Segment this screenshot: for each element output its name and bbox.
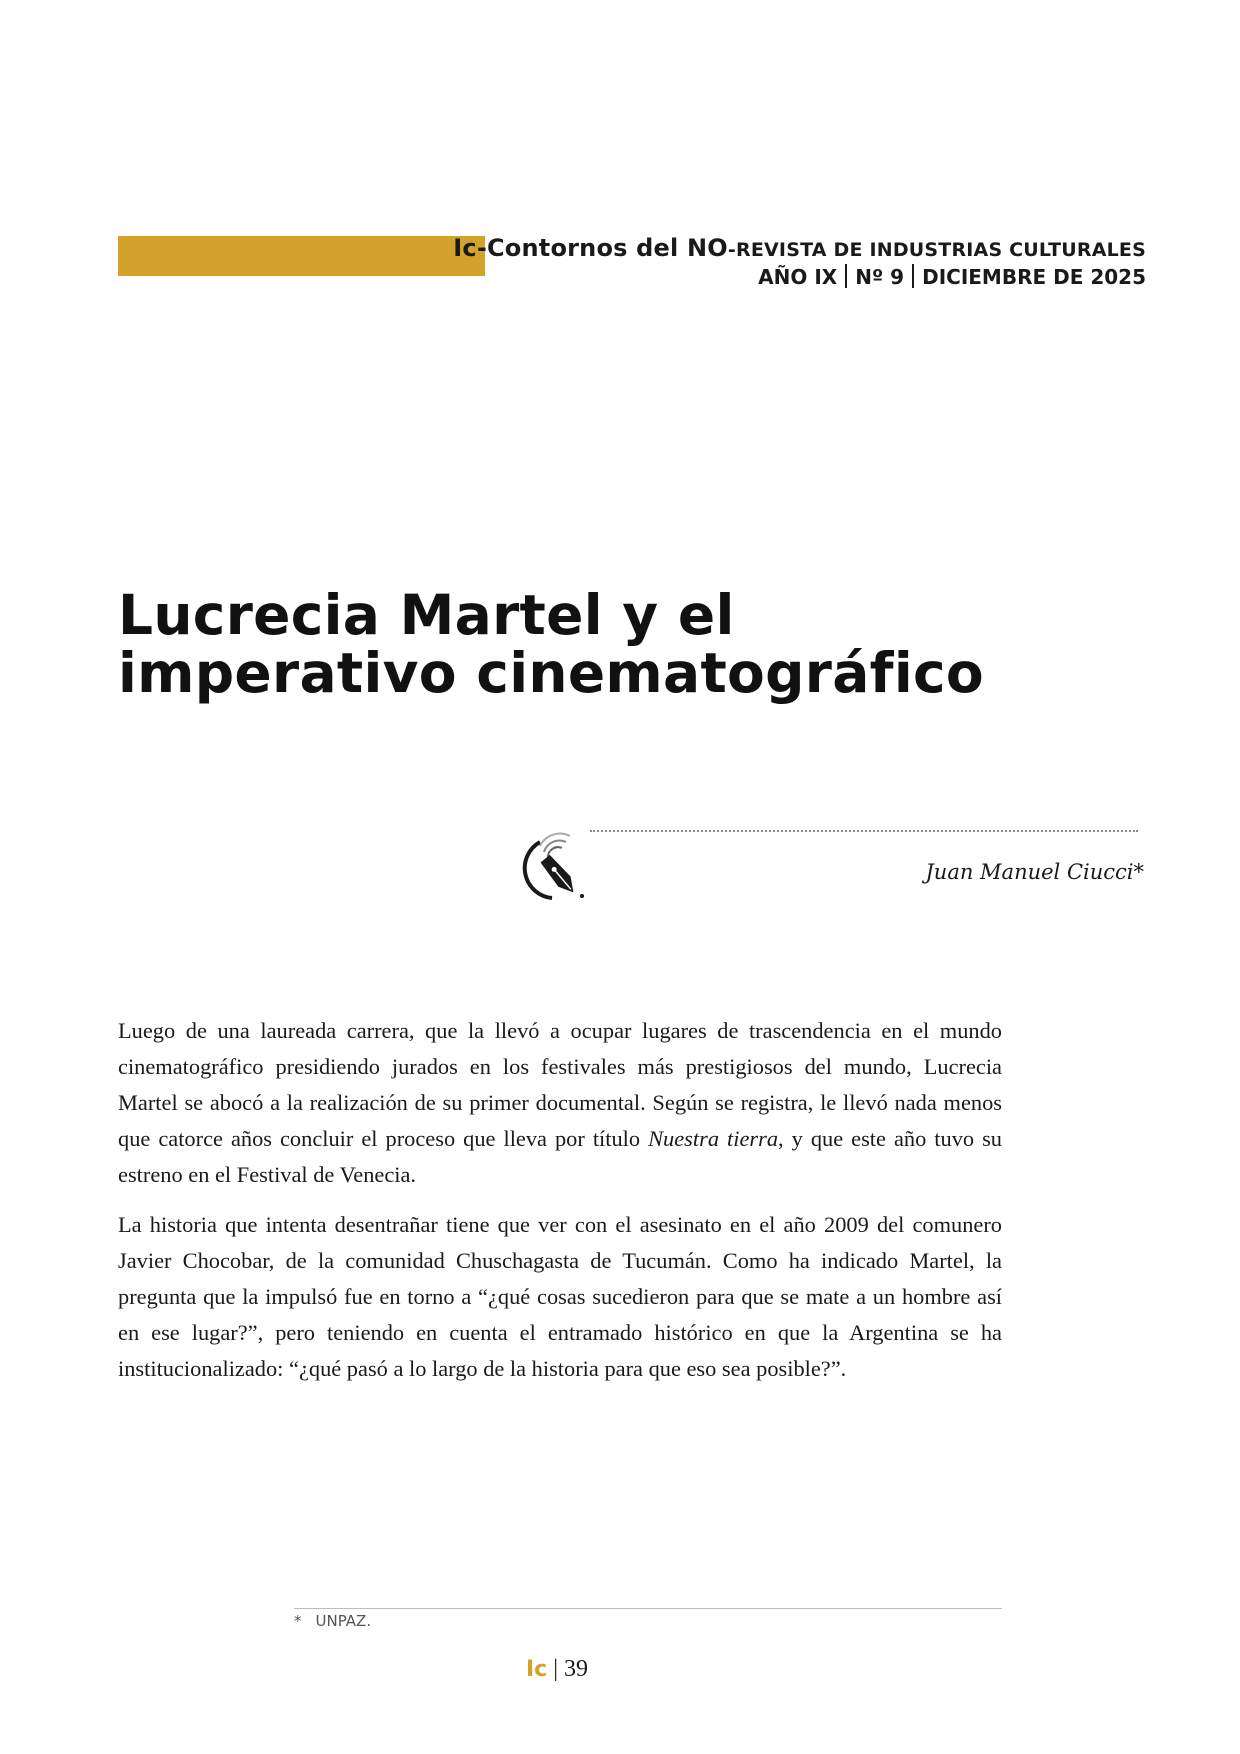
author-divider — [590, 830, 1138, 832]
footnote-marker: * — [294, 1612, 302, 1630]
paragraph-2: La historia que intenta desentrañar tiene que ver con el asesinato en el año 2009 del comunero Javier Chocobar, de la comunidad Chuschagasta de Tucumán. Como ha indicado Martel, la pregunta que la impulsó fue en torno a “¿qué cosas sucedieron para que se mate a un hombre así en ese lugar?”, pero teniendo en cuenta el entramado histórico en que la Argentina se ha institucionalizado: “¿qué pasó a lo largo de la historia para que eso sea posible?”. — [118, 1212, 1002, 1381]
title-line-2: imperativo cinematográfico — [118, 641, 984, 705]
issue-year: AÑO IX — [758, 265, 838, 289]
header-accent-bar — [118, 236, 485, 276]
journal-name: Ic-Contornos del NO — [453, 234, 728, 262]
paragraph-1: Luego de una laureada carrera, que la llevó a ocupar lugares de trascendencia en el mundo cinematográfico presidiendo jurados en los festivales más prestigiosos del mundo, Lucrecia Martel se abocó a la realización de su primer documental. Según se registra, le llevó nada menos que catorce años concluir el proceso que lleva por título Nuestra tierra, y que este año tuvo su estreno en el Festival de Venecia. — [118, 1018, 1003, 1187]
issue-info — [758, 264, 1146, 289]
footer-logo: Ic — [526, 1657, 548, 1682]
issue-number: Nº 9 — [855, 265, 905, 289]
page-footer — [526, 1656, 588, 1683]
title-line-1: Lucrecia Martel y el — [118, 583, 735, 647]
article-title — [118, 583, 984, 705]
footnote — [294, 1612, 371, 1630]
footer-separator: | — [553, 1656, 559, 1682]
article-body — [118, 1013, 1002, 1401]
author-name: Juan Manuel Ciucci* — [925, 860, 1144, 884]
footnote-text: UNPAZ. — [315, 1612, 372, 1630]
issue-separator — [845, 264, 847, 288]
film-title: Nuestra tierra — [648, 1126, 779, 1151]
page-number: 39 — [564, 1656, 589, 1682]
journal-subtitle: -REVISTA DE INDUSTRIAS CULTURALES — [727, 239, 1146, 261]
pen-nib-icon — [518, 828, 590, 904]
issue-date: DICIEMBRE DE 2025 — [922, 265, 1146, 289]
journal-title — [453, 234, 1146, 262]
footnote-divider — [294, 1608, 1002, 1609]
issue-separator — [912, 264, 914, 288]
